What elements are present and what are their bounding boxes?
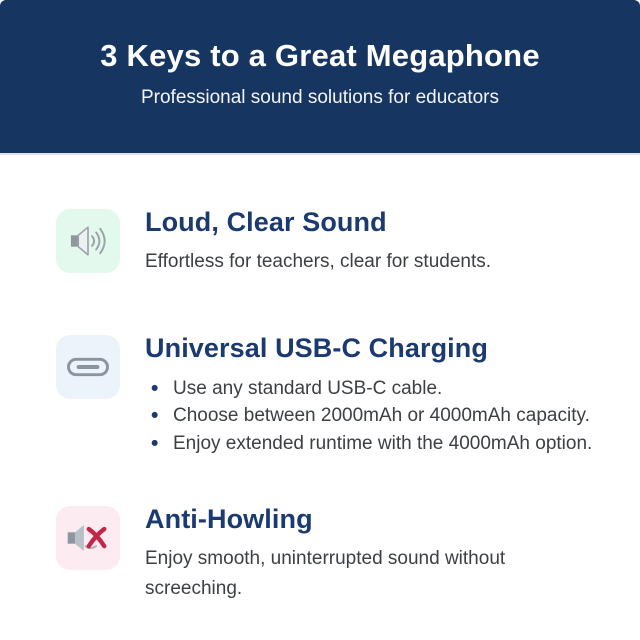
bullet-item: • Choose between 2000mAh or 4000mAh capacity. bbox=[145, 402, 592, 430]
header-banner bbox=[0, 0, 640, 155]
muted-speaker-icon bbox=[56, 506, 120, 570]
feature-heading: Anti-Howling bbox=[145, 504, 313, 535]
feature-section-anti-howling bbox=[56, 504, 610, 603]
feature-heading: Loud, Clear Sound bbox=[145, 207, 387, 237]
feature-heading: Universal USB-C Charging bbox=[145, 333, 488, 364]
feature-text-block bbox=[145, 504, 565, 603]
feature-section-loud-clear-sound bbox=[56, 207, 610, 276]
bullet-item: • Enjoy extended runtime with the 4000mAh option. bbox=[145, 430, 592, 458]
feature-list bbox=[0, 207, 640, 603]
bullet-item: • Use any standard USB-C cable. bbox=[145, 375, 592, 403]
usb-c-connector-icon bbox=[56, 335, 120, 399]
page-subtitle: Professional sound solutions for educators bbox=[140, 86, 500, 108]
feature-description: Enjoy smooth, uninterrupted sound without screeching. bbox=[145, 548, 506, 599]
feature-section-usb-c-charging bbox=[56, 333, 610, 457]
feature-text-block bbox=[145, 207, 491, 276]
feature-bullet-list bbox=[145, 375, 592, 458]
speaker-sound-icon bbox=[56, 209, 120, 273]
feature-text-block bbox=[145, 333, 592, 457]
feature-description: Effortless for teachers, clear for students. bbox=[145, 251, 492, 273]
page-title: 3 Keys to a Great Megaphone bbox=[100, 38, 540, 73]
